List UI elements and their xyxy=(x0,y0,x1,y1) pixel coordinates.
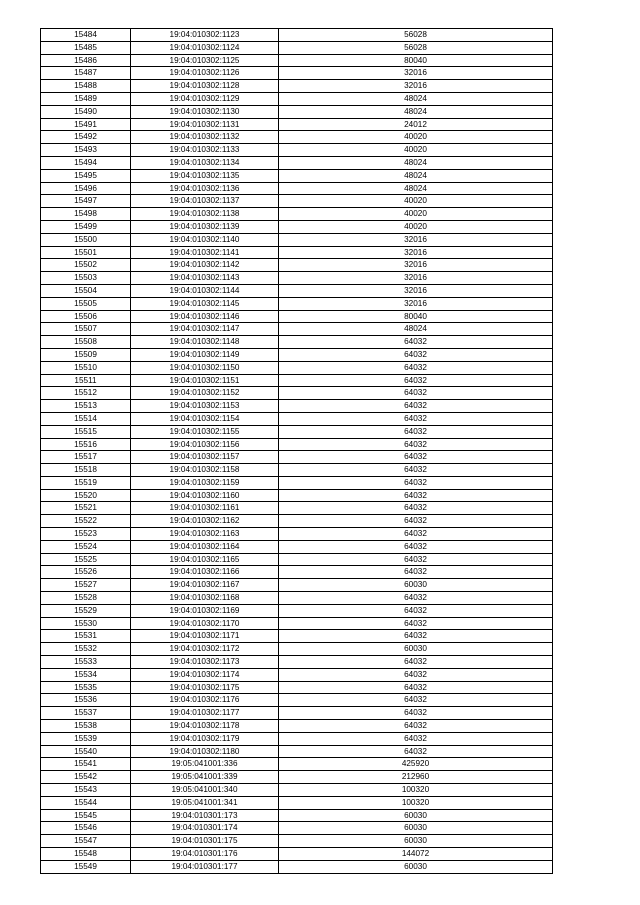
value-cell: 56028 xyxy=(279,41,553,54)
cadastral-number-cell: 19:04:010302:1157 xyxy=(131,451,279,464)
table-row xyxy=(41,54,553,67)
value-cell: 48024 xyxy=(279,182,553,195)
row-number-cell: 15504 xyxy=(41,284,131,297)
table-row xyxy=(41,528,553,541)
row-number-cell: 15547 xyxy=(41,835,131,848)
value-cell: 64032 xyxy=(279,464,553,477)
cadastral-number-cell: 19:04:010302:1132 xyxy=(131,131,279,144)
cadastral-number-cell: 19:04:010302:1147 xyxy=(131,323,279,336)
row-number-cell: 15487 xyxy=(41,67,131,80)
value-cell: 64032 xyxy=(279,476,553,489)
row-number-cell: 15492 xyxy=(41,131,131,144)
table-row xyxy=(41,489,553,502)
row-number-cell: 15507 xyxy=(41,323,131,336)
cadastral-number-cell: 19:04:010302:1162 xyxy=(131,515,279,528)
table-row xyxy=(41,630,553,643)
row-number-cell: 15509 xyxy=(41,348,131,361)
cadastral-number-cell: 19:04:010302:1126 xyxy=(131,67,279,80)
row-number-cell: 15500 xyxy=(41,233,131,246)
table-row xyxy=(41,233,553,246)
value-cell: 212960 xyxy=(279,771,553,784)
value-cell: 40020 xyxy=(279,220,553,233)
row-number-cell: 15499 xyxy=(41,220,131,233)
row-number-cell: 15533 xyxy=(41,656,131,669)
cadastral-number-cell: 19:04:010302:1143 xyxy=(131,272,279,285)
table-row xyxy=(41,323,553,336)
value-cell: 64032 xyxy=(279,438,553,451)
table-row xyxy=(41,758,553,771)
table-row xyxy=(41,182,553,195)
table-row xyxy=(41,259,553,272)
cadastral-number-cell: 19:04:010301:176 xyxy=(131,848,279,861)
value-cell: 32016 xyxy=(279,246,553,259)
value-cell: 64032 xyxy=(279,412,553,425)
cadastral-number-cell: 19:05:041001:340 xyxy=(131,784,279,797)
cadastral-number-cell: 19:04:010302:1152 xyxy=(131,387,279,400)
value-cell: 64032 xyxy=(279,668,553,681)
cadastral-number-cell: 19:04:010302:1159 xyxy=(131,476,279,489)
value-cell: 64032 xyxy=(279,451,553,464)
table-row xyxy=(41,579,553,592)
cadastral-number-cell: 19:04:010302:1141 xyxy=(131,246,279,259)
table-row xyxy=(41,553,553,566)
cadastral-number-cell: 19:04:010302:1168 xyxy=(131,592,279,605)
row-number-cell: 15549 xyxy=(41,860,131,873)
table-row xyxy=(41,745,553,758)
row-number-cell: 15530 xyxy=(41,617,131,630)
cadastral-number-cell: 19:04:010302:1142 xyxy=(131,259,279,272)
table-row xyxy=(41,784,553,797)
row-number-cell: 15512 xyxy=(41,387,131,400)
row-number-cell: 15520 xyxy=(41,489,131,502)
cadastral-number-cell: 19:05:041001:341 xyxy=(131,796,279,809)
value-cell: 48024 xyxy=(279,92,553,105)
cadastral-number-cell: 19:04:010302:1136 xyxy=(131,182,279,195)
cadastral-number-cell: 19:04:010302:1153 xyxy=(131,400,279,413)
table-row xyxy=(41,643,553,656)
value-cell: 64032 xyxy=(279,553,553,566)
value-cell: 64032 xyxy=(279,528,553,541)
table-row xyxy=(41,92,553,105)
cadastral-number-cell: 19:04:010302:1170 xyxy=(131,617,279,630)
cadastral-number-cell: 19:04:010302:1139 xyxy=(131,220,279,233)
value-cell: 56028 xyxy=(279,29,553,42)
cadastral-number-cell: 19:04:010302:1165 xyxy=(131,553,279,566)
cadastral-number-cell: 19:04:010302:1156 xyxy=(131,438,279,451)
value-cell: 64032 xyxy=(279,694,553,707)
row-number-cell: 15491 xyxy=(41,118,131,131)
row-number-cell: 15546 xyxy=(41,822,131,835)
cadastral-number-cell: 19:04:010302:1163 xyxy=(131,528,279,541)
table-row xyxy=(41,464,553,477)
row-number-cell: 15489 xyxy=(41,92,131,105)
cadastral-number-cell: 19:04:010302:1151 xyxy=(131,374,279,387)
cadastral-number-cell: 19:04:010302:1131 xyxy=(131,118,279,131)
table-row xyxy=(41,707,553,720)
value-cell: 64032 xyxy=(279,681,553,694)
table-row xyxy=(41,515,553,528)
value-cell: 64032 xyxy=(279,656,553,669)
table-row xyxy=(41,822,553,835)
table-row xyxy=(41,681,553,694)
row-number-cell: 15537 xyxy=(41,707,131,720)
row-number-cell: 15524 xyxy=(41,540,131,553)
cadastral-number-cell: 19:04:010302:1138 xyxy=(131,208,279,221)
table-row xyxy=(41,451,553,464)
value-cell: 48024 xyxy=(279,105,553,118)
value-cell: 64032 xyxy=(279,489,553,502)
value-cell: 60030 xyxy=(279,835,553,848)
value-cell: 64032 xyxy=(279,425,553,438)
cadastral-number-cell: 19:04:010302:1148 xyxy=(131,336,279,349)
value-cell: 60030 xyxy=(279,643,553,656)
table-row xyxy=(41,604,553,617)
value-cell: 64032 xyxy=(279,400,553,413)
table-row xyxy=(41,29,553,42)
cadastral-number-cell: 19:04:010302:1178 xyxy=(131,720,279,733)
row-number-cell: 15485 xyxy=(41,41,131,54)
table-row xyxy=(41,246,553,259)
table-row xyxy=(41,771,553,784)
cadastral-number-cell: 19:04:010301:177 xyxy=(131,860,279,873)
table-row xyxy=(41,336,553,349)
data-table xyxy=(40,28,553,874)
row-number-cell: 15498 xyxy=(41,208,131,221)
cadastral-number-cell: 19:04:010302:1124 xyxy=(131,41,279,54)
row-number-cell: 15540 xyxy=(41,745,131,758)
row-number-cell: 15523 xyxy=(41,528,131,541)
cadastral-number-cell: 19:05:041001:339 xyxy=(131,771,279,784)
row-number-cell: 15506 xyxy=(41,310,131,323)
value-cell: 60030 xyxy=(279,860,553,873)
row-number-cell: 15527 xyxy=(41,579,131,592)
value-cell: 64032 xyxy=(279,361,553,374)
row-number-cell: 15531 xyxy=(41,630,131,643)
value-cell: 60030 xyxy=(279,809,553,822)
value-cell: 60030 xyxy=(279,579,553,592)
row-number-cell: 15517 xyxy=(41,451,131,464)
value-cell: 40020 xyxy=(279,144,553,157)
table-row xyxy=(41,80,553,93)
cadastral-number-cell: 19:04:010302:1128 xyxy=(131,80,279,93)
cadastral-number-cell: 19:04:010302:1129 xyxy=(131,92,279,105)
row-number-cell: 15494 xyxy=(41,156,131,169)
table-row xyxy=(41,617,553,630)
value-cell: 64032 xyxy=(279,540,553,553)
table-row xyxy=(41,656,553,669)
cadastral-number-cell: 19:04:010302:1145 xyxy=(131,297,279,310)
value-cell: 24012 xyxy=(279,118,553,131)
row-number-cell: 15516 xyxy=(41,438,131,451)
row-number-cell: 15493 xyxy=(41,144,131,157)
row-number-cell: 15518 xyxy=(41,464,131,477)
row-number-cell: 15535 xyxy=(41,681,131,694)
row-number-cell: 15526 xyxy=(41,566,131,579)
row-number-cell: 15525 xyxy=(41,553,131,566)
value-cell: 32016 xyxy=(279,259,553,272)
table-row xyxy=(41,502,553,515)
table-row xyxy=(41,860,553,873)
cadastral-number-cell: 19:04:010302:1176 xyxy=(131,694,279,707)
cadastral-number-cell: 19:04:010302:1179 xyxy=(131,732,279,745)
row-number-cell: 15521 xyxy=(41,502,131,515)
row-number-cell: 15501 xyxy=(41,246,131,259)
value-cell: 100320 xyxy=(279,796,553,809)
value-cell: 48024 xyxy=(279,323,553,336)
table-row xyxy=(41,835,553,848)
cadastral-number-cell: 19:04:010302:1154 xyxy=(131,412,279,425)
cadastral-number-cell: 19:04:010302:1174 xyxy=(131,668,279,681)
table-row xyxy=(41,400,553,413)
value-cell: 64032 xyxy=(279,745,553,758)
value-cell: 32016 xyxy=(279,284,553,297)
row-number-cell: 15536 xyxy=(41,694,131,707)
table-row xyxy=(41,220,553,233)
row-number-cell: 15496 xyxy=(41,182,131,195)
value-cell: 64032 xyxy=(279,707,553,720)
table-row xyxy=(41,809,553,822)
value-cell: 40020 xyxy=(279,195,553,208)
cadastral-number-cell: 19:04:010302:1177 xyxy=(131,707,279,720)
row-number-cell: 15486 xyxy=(41,54,131,67)
table-body xyxy=(41,29,553,874)
value-cell: 144072 xyxy=(279,848,553,861)
table-row xyxy=(41,310,553,323)
row-number-cell: 15508 xyxy=(41,336,131,349)
cadastral-number-cell: 19:04:010302:1135 xyxy=(131,169,279,182)
row-number-cell: 15513 xyxy=(41,400,131,413)
cadastral-number-cell: 19:04:010302:1172 xyxy=(131,643,279,656)
table-row xyxy=(41,438,553,451)
row-number-cell: 15534 xyxy=(41,668,131,681)
cadastral-number-cell: 19:04:010302:1164 xyxy=(131,540,279,553)
value-cell: 64032 xyxy=(279,502,553,515)
row-number-cell: 15538 xyxy=(41,720,131,733)
table-row xyxy=(41,348,553,361)
cadastral-number-cell: 19:04:010301:175 xyxy=(131,835,279,848)
cadastral-number-cell: 19:04:010302:1173 xyxy=(131,656,279,669)
table-row xyxy=(41,144,553,157)
table-row xyxy=(41,208,553,221)
value-cell: 48024 xyxy=(279,169,553,182)
row-number-cell: 15510 xyxy=(41,361,131,374)
table-row xyxy=(41,720,553,733)
row-number-cell: 15488 xyxy=(41,80,131,93)
row-number-cell: 15497 xyxy=(41,195,131,208)
cadastral-number-cell: 19:05:041001:336 xyxy=(131,758,279,771)
table-row xyxy=(41,592,553,605)
row-number-cell: 15539 xyxy=(41,732,131,745)
table-row xyxy=(41,361,553,374)
row-number-cell: 15541 xyxy=(41,758,131,771)
value-cell: 100320 xyxy=(279,784,553,797)
table-row xyxy=(41,848,553,861)
table-row xyxy=(41,540,553,553)
table-row xyxy=(41,566,553,579)
cadastral-number-cell: 19:04:010301:173 xyxy=(131,809,279,822)
value-cell: 32016 xyxy=(279,297,553,310)
value-cell: 64032 xyxy=(279,336,553,349)
cadastral-number-cell: 19:04:010302:1169 xyxy=(131,604,279,617)
value-cell: 80040 xyxy=(279,310,553,323)
table-row xyxy=(41,374,553,387)
table-row xyxy=(41,387,553,400)
row-number-cell: 15528 xyxy=(41,592,131,605)
row-number-cell: 15505 xyxy=(41,297,131,310)
value-cell: 64032 xyxy=(279,566,553,579)
value-cell: 64032 xyxy=(279,374,553,387)
row-number-cell: 15519 xyxy=(41,476,131,489)
row-number-cell: 15490 xyxy=(41,105,131,118)
cadastral-number-cell: 19:04:010302:1144 xyxy=(131,284,279,297)
table-row xyxy=(41,297,553,310)
table-row xyxy=(41,476,553,489)
table-row xyxy=(41,284,553,297)
value-cell: 64032 xyxy=(279,604,553,617)
cadastral-number-cell: 19:04:010302:1123 xyxy=(131,29,279,42)
table-row xyxy=(41,41,553,54)
cadastral-number-cell: 19:04:010302:1140 xyxy=(131,233,279,246)
table-row xyxy=(41,796,553,809)
table-row xyxy=(41,668,553,681)
value-cell: 64032 xyxy=(279,348,553,361)
table-row xyxy=(41,169,553,182)
value-cell: 425920 xyxy=(279,758,553,771)
value-cell: 64032 xyxy=(279,720,553,733)
cadastral-number-cell: 19:04:010302:1130 xyxy=(131,105,279,118)
value-cell: 64032 xyxy=(279,630,553,643)
row-number-cell: 15548 xyxy=(41,848,131,861)
cadastral-number-cell: 19:04:010302:1171 xyxy=(131,630,279,643)
cadastral-number-cell: 19:04:010302:1167 xyxy=(131,579,279,592)
table-row xyxy=(41,67,553,80)
cadastral-number-cell: 19:04:010302:1175 xyxy=(131,681,279,694)
row-number-cell: 15515 xyxy=(41,425,131,438)
cadastral-number-cell: 19:04:010302:1134 xyxy=(131,156,279,169)
value-cell: 80040 xyxy=(279,54,553,67)
value-cell: 32016 xyxy=(279,233,553,246)
table-row xyxy=(41,118,553,131)
cadastral-number-cell: 19:04:010302:1133 xyxy=(131,144,279,157)
value-cell: 32016 xyxy=(279,80,553,93)
value-cell: 64032 xyxy=(279,592,553,605)
table-row xyxy=(41,156,553,169)
table-row xyxy=(41,694,553,707)
table-row xyxy=(41,131,553,144)
value-cell: 32016 xyxy=(279,67,553,80)
value-cell: 40020 xyxy=(279,208,553,221)
value-cell: 64032 xyxy=(279,387,553,400)
table-row xyxy=(41,272,553,285)
cadastral-number-cell: 19:04:010302:1149 xyxy=(131,348,279,361)
cadastral-number-cell: 19:04:010302:1150 xyxy=(131,361,279,374)
value-cell: 64032 xyxy=(279,732,553,745)
table-row xyxy=(41,732,553,745)
value-cell: 48024 xyxy=(279,156,553,169)
cadastral-number-cell: 19:04:010302:1146 xyxy=(131,310,279,323)
value-cell: 64032 xyxy=(279,515,553,528)
row-number-cell: 15511 xyxy=(41,374,131,387)
cadastral-number-cell: 19:04:010301:174 xyxy=(131,822,279,835)
value-cell: 40020 xyxy=(279,131,553,144)
cadastral-number-cell: 19:04:010302:1125 xyxy=(131,54,279,67)
cadastral-number-cell: 19:04:010302:1137 xyxy=(131,195,279,208)
cadastral-number-cell: 19:04:010302:1166 xyxy=(131,566,279,579)
row-number-cell: 15514 xyxy=(41,412,131,425)
row-number-cell: 15503 xyxy=(41,272,131,285)
row-number-cell: 15484 xyxy=(41,29,131,42)
value-cell: 60030 xyxy=(279,822,553,835)
row-number-cell: 15522 xyxy=(41,515,131,528)
table-row xyxy=(41,105,553,118)
cadastral-number-cell: 19:04:010302:1155 xyxy=(131,425,279,438)
cadastral-number-cell: 19:04:010302:1161 xyxy=(131,502,279,515)
row-number-cell: 15495 xyxy=(41,169,131,182)
row-number-cell: 15532 xyxy=(41,643,131,656)
cadastral-number-cell: 19:04:010302:1160 xyxy=(131,489,279,502)
value-cell: 32016 xyxy=(279,272,553,285)
table-row xyxy=(41,425,553,438)
table-row xyxy=(41,195,553,208)
row-number-cell: 15529 xyxy=(41,604,131,617)
row-number-cell: 15542 xyxy=(41,771,131,784)
row-number-cell: 15545 xyxy=(41,809,131,822)
cadastral-number-cell: 19:04:010302:1180 xyxy=(131,745,279,758)
row-number-cell: 15543 xyxy=(41,784,131,797)
value-cell: 64032 xyxy=(279,617,553,630)
table-row xyxy=(41,412,553,425)
row-number-cell: 15544 xyxy=(41,796,131,809)
cadastral-number-cell: 19:04:010302:1158 xyxy=(131,464,279,477)
row-number-cell: 15502 xyxy=(41,259,131,272)
